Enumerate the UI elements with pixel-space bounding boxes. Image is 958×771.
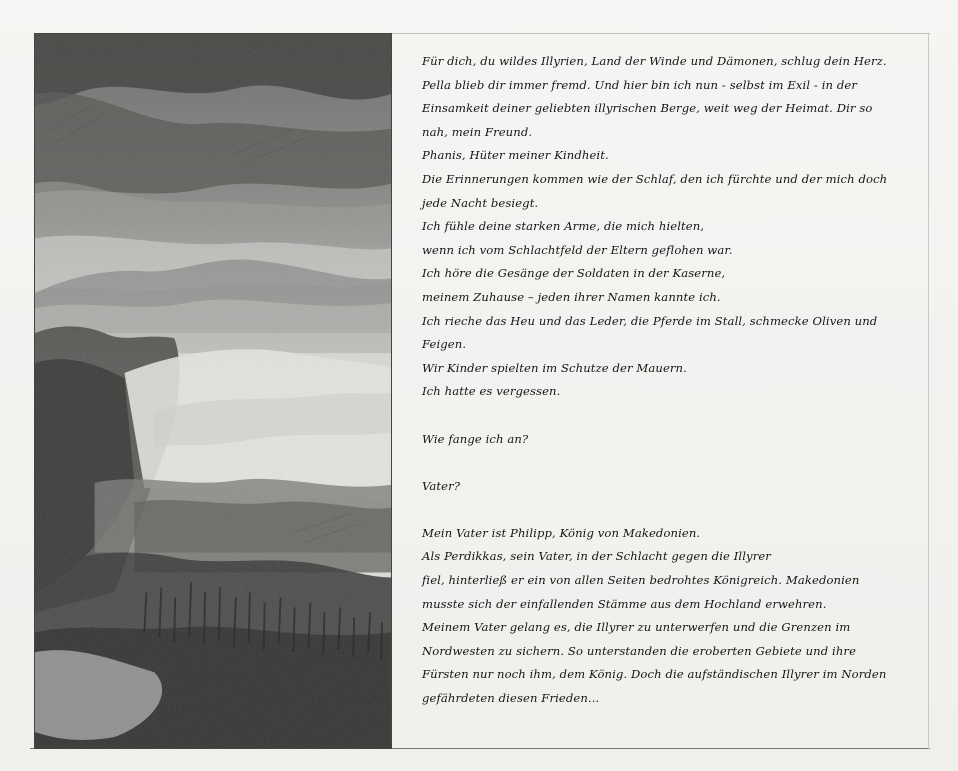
page-frame-right [928, 33, 929, 749]
paragraph: wenn ich vom Schlachtfeld der Eltern geflohen war. [422, 242, 733, 257]
paragraph: Wir Kinder spielten im Schutze der Mauern. [422, 360, 687, 375]
paragraph: Meinem Vater gelang es, die Illyrer zu unterwerfen und die Grenzen im Nordwesten zu sichern. So unterstanden die eroberten Gebiete und ihre Fürsten nur noch ihm, dem König. Doch die aufständischen Illyrer im Norden gefährdeten diesen Frieden... [422, 620, 887, 706]
spacer [422, 404, 892, 428]
paragraph: meinem Zuhause – jeden ihrer Namen kannte ich. [422, 289, 721, 304]
spacer [422, 498, 892, 522]
paragraph: Ich rieche das Heu und das Leder, die Pferde im Stall, schmecke Oliven und Feigen. [422, 313, 878, 352]
paragraph: Phanis, Hüter meiner Kindheit. [422, 148, 609, 163]
pencil-landscape-illustration [34, 33, 392, 749]
paragraph: Ich fühle deine starken Arme, die mich hielten, [422, 219, 705, 234]
paragraph: Pella blieb dir immer fremd. Und hier bin ich nun - selbst im Exil - in der Einsamkeit deiner geliebten illyrischen Berge, weit weg der Heimat. Dir so nah, mein Freund. [422, 77, 873, 139]
diary-text [422, 50, 892, 711]
paragraph: Mein Vater ist Philipp, König von Makedonien. [422, 525, 701, 540]
spacer [422, 451, 892, 475]
paragraph: Vater? [422, 478, 461, 493]
paragraph: Wie fange ich an? [422, 431, 529, 446]
paragraph: Als Perdikkas, sein Vater, in der Schlacht gegen die Illyrer [422, 549, 771, 564]
paragraph: Für dich, du wildes Illyrien, Land der Winde und Dämonen, schlug dein Herz. [422, 54, 887, 68]
landscape-drawing-icon [35, 34, 391, 748]
paragraph: Die Erinnerungen kommen wie der Schlaf, den ich fürchte und der mich doch jede Nacht besiegt. [422, 171, 888, 210]
paragraph: Ich hatte es vergessen. [422, 384, 561, 399]
paragraph: Ich höre die Gesänge der Soldaten in der Kaserne, [422, 266, 726, 281]
paragraph: fiel, hinterließ er ein von allen Seiten bedrohtes Königreich. Makedonien musste sich der einfallenden Stämme aus dem Hochland erwehren. [422, 573, 860, 611]
